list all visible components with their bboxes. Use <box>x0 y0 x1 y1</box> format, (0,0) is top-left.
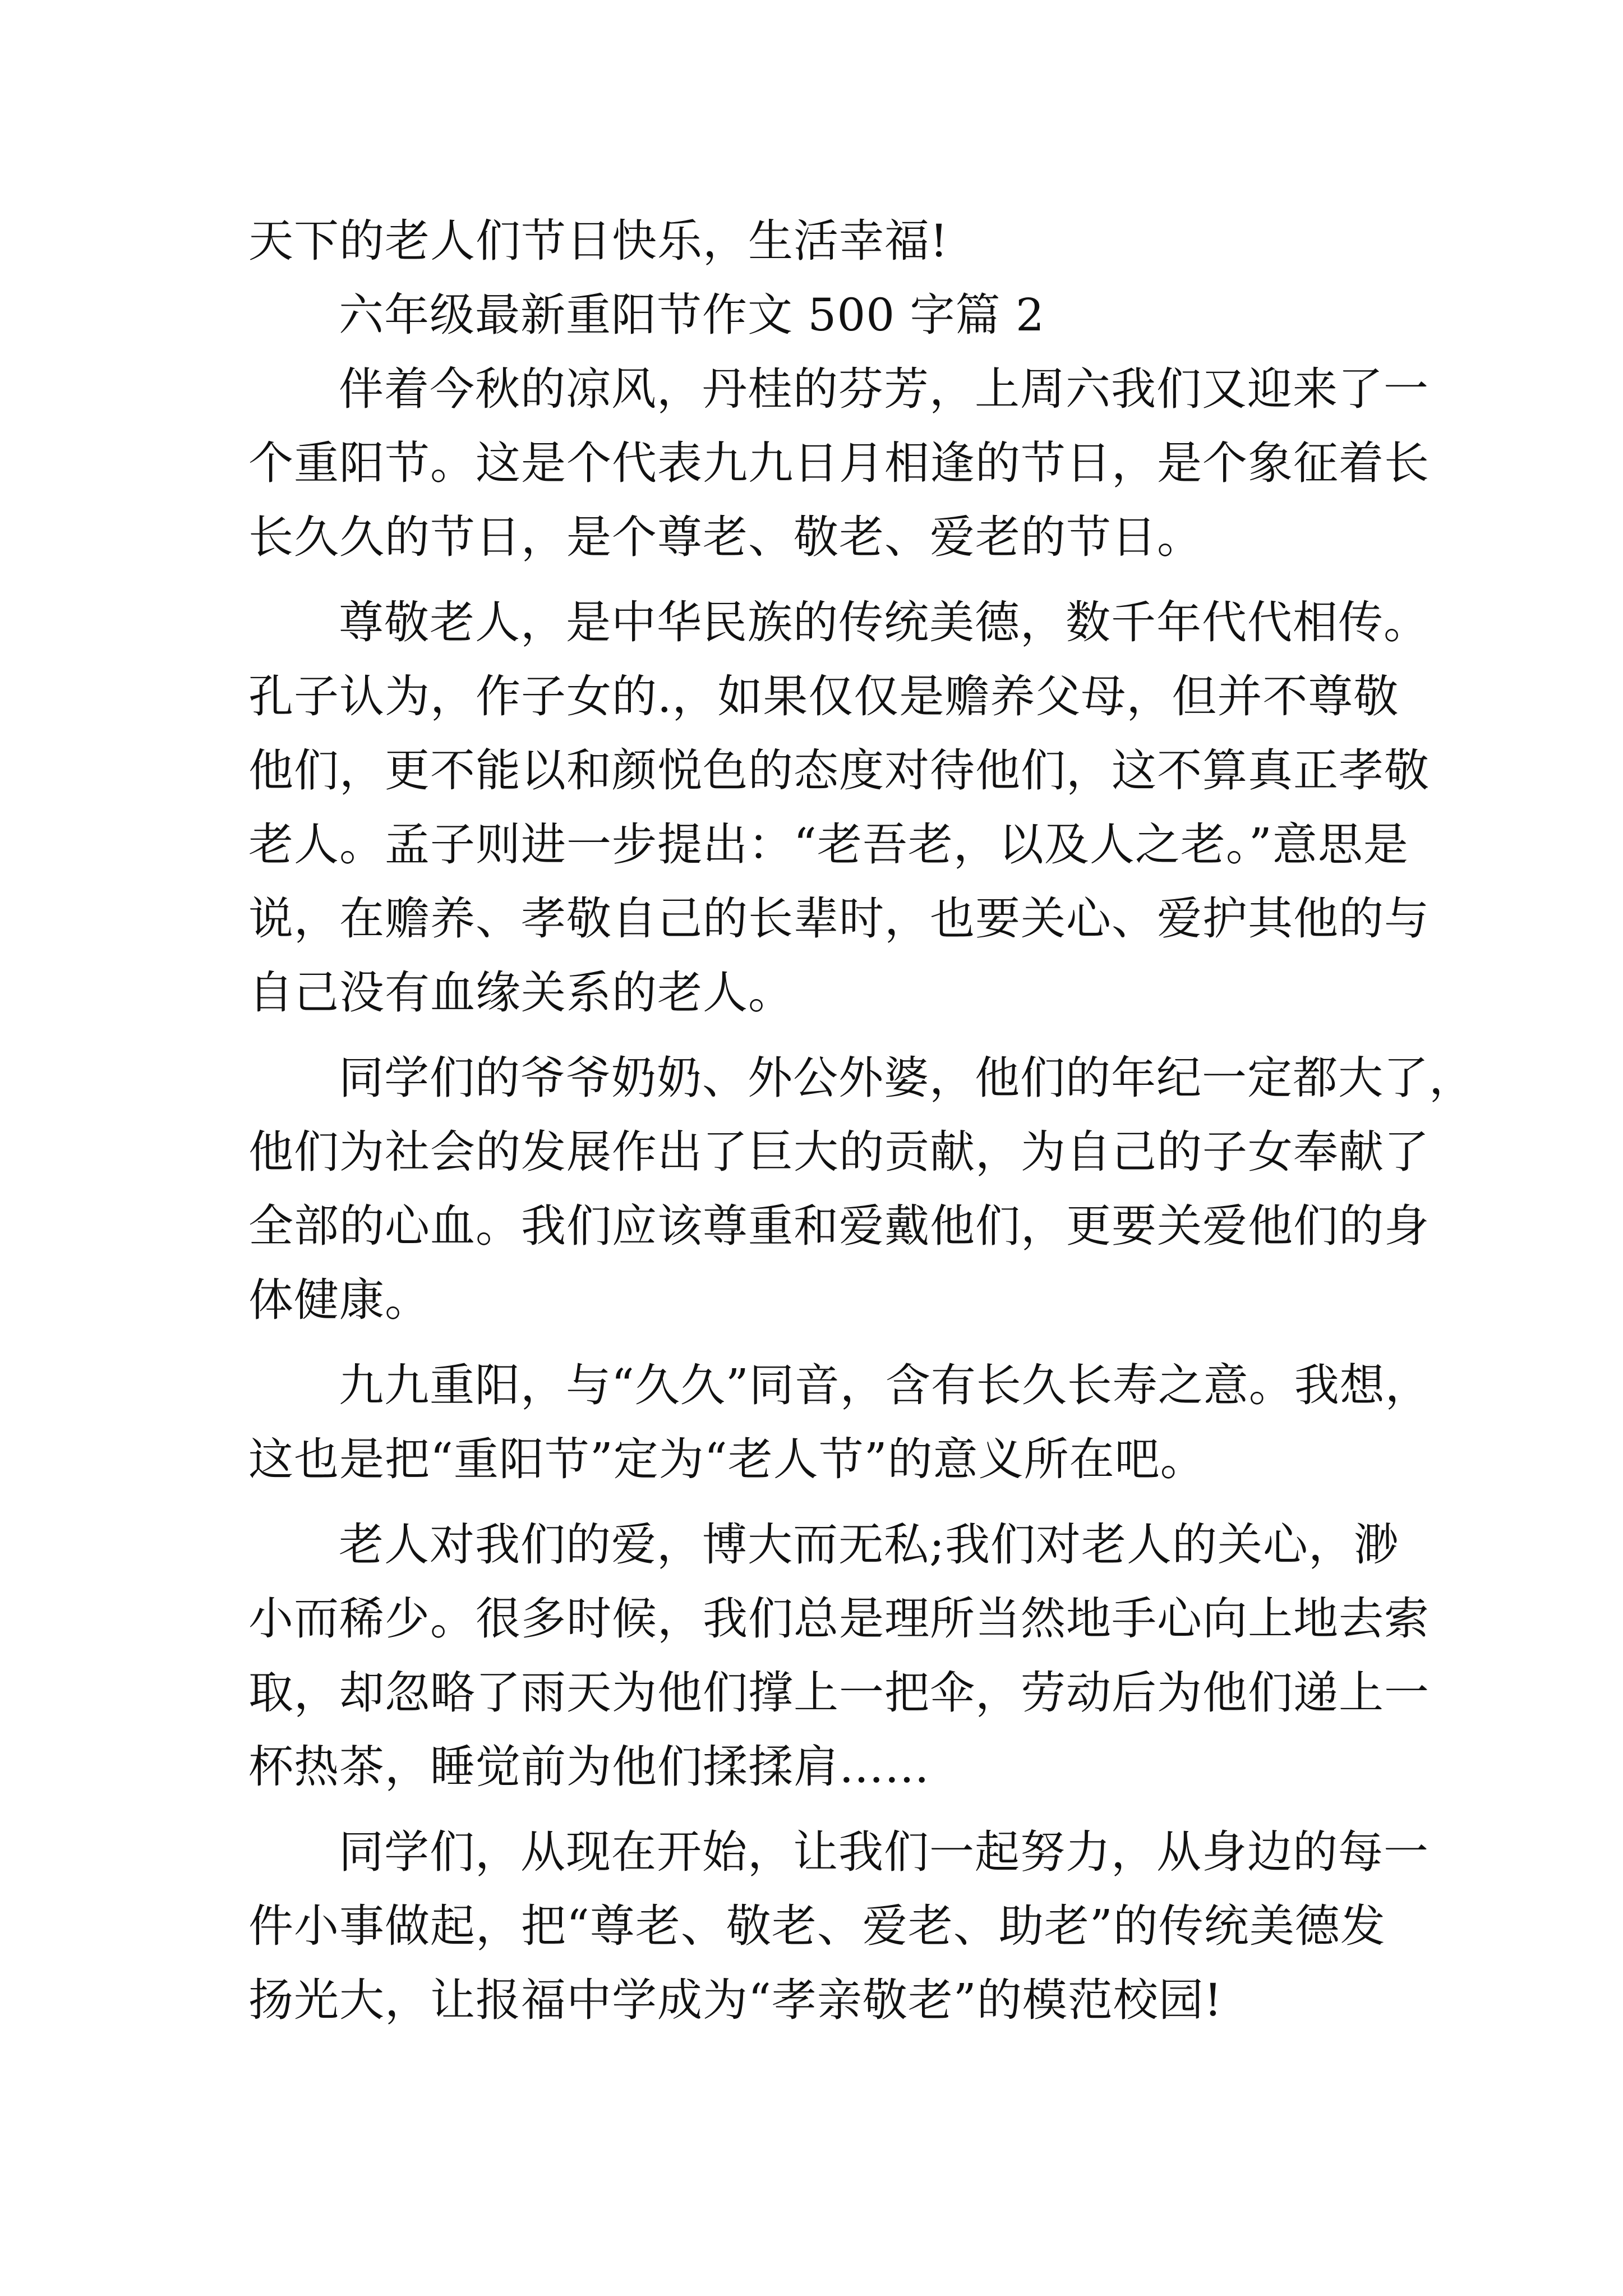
text-line: 取，却忽略了雨天为他们撑上一把伞，劳动后为他们递上一 <box>248 1667 1430 1719</box>
text-line: 孔子认为，作子女的.，如果仅仅是赡养父母，但并不尊敬 <box>248 670 1399 723</box>
text-line: 尊敬老人，是中华民族的传统美德，数千年代代相传。 <box>339 596 1429 648</box>
text-line: 全部的心血。我们应该尊重和爱戴他们，更要关爱他们的身 <box>248 1200 1430 1252</box>
text-line: 说，在赡养、孝敬自己的长辈时，也要关心、爱护其他的与 <box>248 892 1430 945</box>
text-line: 他们为社会的发展作出了巨大的贡献，为自己的子女奉献了 <box>248 1126 1430 1178</box>
text-line: 老人。孟子则进一步提出：“老吾老，以及人之老。”意思是 <box>248 818 1409 871</box>
text-line: 这也是把“重阳节”定为“老人节”的意义所在吧。 <box>248 1433 1206 1485</box>
text-line: 长久久的节日，是个尊老、敬老、爱老的节日。 <box>248 511 1202 563</box>
text-line: 杯热茶，睡觉前为他们揉揉肩…… <box>248 1741 930 1793</box>
text-line: 同学们的爷爷奶奶、外公外婆，他们的年纪一定都大了， <box>339 1052 1474 1104</box>
text-line: 老人对我们的爱，博大而无私;我们对老人的关心，渺 <box>339 1519 1399 1571</box>
text-line: 自己没有血缘关系的老人。 <box>248 967 794 1019</box>
text-line: 体健康。 <box>248 1274 430 1326</box>
text-line: 伴着今秋的凉风，丹桂的芬芳，上周六我们又迎来了一 <box>339 363 1429 415</box>
text-line: 他们，更不能以和颜悦色的态度对待他们，这不算真正孝敬 <box>248 744 1430 797</box>
text-line: 天下的老人们节日快乐，生活幸福! <box>248 215 949 267</box>
text-line: 件小事做起，把“尊老、敬老、爱老、助老”的传统美德发 <box>248 1900 1386 1952</box>
text-line: 九九重阳，与“久久”同音，含有长久长寿之意。我想， <box>339 1359 1431 1411</box>
text-line: 个重阳节。这是个代表九九日月相逢的节日，是个象征着长 <box>248 437 1430 489</box>
text-line: 小而稀少。很多时候，我们总是理所当然地手心向上地去索 <box>248 1593 1430 1645</box>
text-line: 同学们，从现在开始，让我们一起努力，从身边的每一 <box>339 1826 1429 1878</box>
text-line: 扬光大，让报福中学成为“孝亲敬老”的模范校园! <box>248 1974 1223 2026</box>
essay-title: 六年级最新重阳节作文 500 字篇 2 <box>339 289 1045 341</box>
